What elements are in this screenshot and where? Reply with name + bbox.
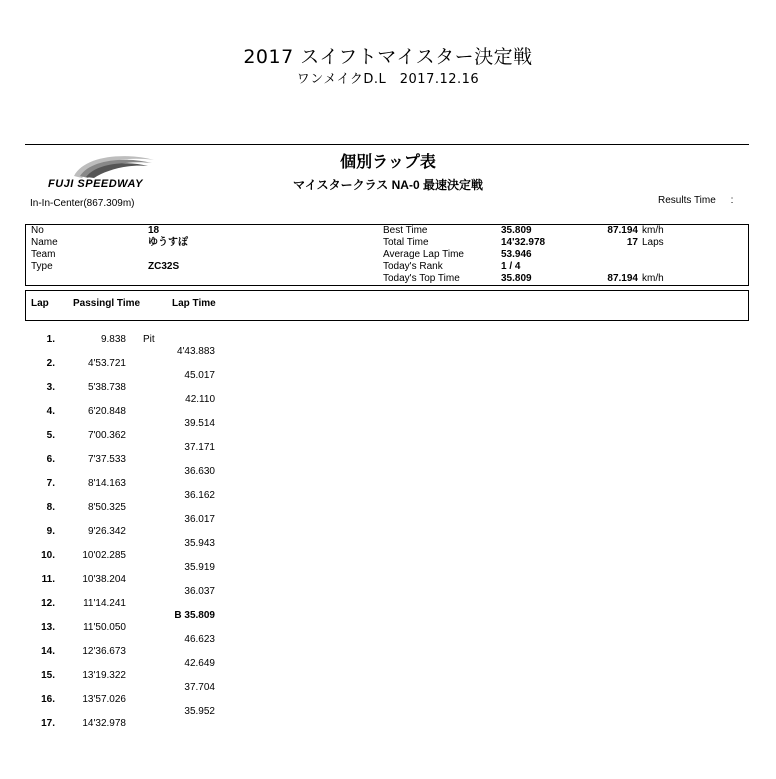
passing-time: 10'38.204 [82,574,126,585]
passing-time: 6'20.848 [87,406,126,417]
no-label: No [31,225,44,236]
avg-lap-label: Average Lap Time [383,249,464,260]
lap-time: 39.514 [184,418,215,429]
team-label: Team [31,249,56,260]
passing-time: 8'50.325 [87,502,126,513]
passing-time: 9'26.342 [87,526,126,537]
lap-time: 35.919 [184,562,215,573]
lap-number: 15. [41,670,55,681]
best-time-value: 35.809 [501,225,532,236]
name-value: ゆうすぽ [148,237,188,248]
lap-number: 14. [41,646,55,657]
top-speed: 87.194 [607,273,638,284]
type-value: ZC32S [148,261,180,272]
total-time-value: 14'32.978 [501,237,546,248]
lap-number: 5. [46,430,55,441]
lap-time: 36.162 [184,490,215,501]
lap-time: 36.630 [184,466,215,477]
lap-number: 11. [41,574,55,585]
lap-time: 37.171 [184,442,215,453]
passing-time: 11'50.050 [83,622,126,633]
lap-number: 7. [46,478,55,489]
avg-lap-value: 53.946 [501,249,532,260]
lap-number: 13. [41,622,55,633]
lap-number: 12. [41,598,55,609]
top-time-label: Today's Top Time [383,273,460,284]
top-time-value: 35.809 [501,273,532,284]
passing-time: 13'57.026 [82,694,126,705]
type-label: Type [31,261,53,272]
passing-time: 8'14.163 [87,478,126,489]
venue-label: In-In-Center(867.309m) [30,198,135,209]
lap-number: 6. [46,454,55,465]
lap-time: 35.952 [184,706,215,717]
header-divider [25,144,749,145]
col-lap-time: Lap Time [172,298,216,309]
passing-time: 7'00.362 [87,430,126,441]
no-value: 18 [148,225,160,236]
lap-time: 36.017 [184,514,215,525]
lap-number: 2. [46,358,55,369]
best-time-label: Best Time [383,225,428,236]
pit-note: Pit [143,334,155,345]
lap-number: 4. [46,406,55,417]
passing-time: 12'36.673 [82,646,126,657]
passing-time: 10'02.285 [82,550,126,561]
name-label: Name [31,237,58,248]
event-subtitle: ワンメイクD.L 2017.12.16 [296,72,480,87]
passing-time: 13'19.322 [82,670,126,681]
passing-time: 9.838 [100,334,126,345]
laps-unit: Laps [642,237,664,248]
total-laps: 17 [626,237,638,248]
passing-time: 14'32.978 [82,718,126,729]
col-lap: Lap [31,298,49,309]
best-speed-unit: km/h [642,225,664,236]
rank-value: 1 / 4 [501,261,521,272]
results-time-sep: : [730,195,734,206]
passing-time: 4'53.721 [87,358,126,369]
rank-label: Today's Rank [383,261,443,272]
results-time [658,195,733,206]
class-label: マイスタークラス NA-0 最速決定戦 [293,178,483,192]
event-title: 2017 スイフトマイスター決定戦 [243,46,533,68]
passing-time: 7'37.533 [87,454,126,465]
logo-text: FUJI SPEEDWAY [48,178,143,190]
lap-time: 45.017 [184,370,215,381]
top-speed-unit: km/h [642,273,664,284]
passing-time: 11'14.241 [83,598,126,609]
lap-time: 46.623 [184,634,215,645]
passing-time: 5'38.738 [87,382,126,393]
lap-number: 1. [46,334,55,345]
lap-time: 42.110 [185,394,215,405]
total-time-label: Total Time [383,237,429,248]
sheet-title: 個別ラップ表 [340,154,436,171]
lap-number: 3. [46,382,55,393]
lap-number: 9. [46,526,55,537]
best-lap-time: B 35.809 [174,610,215,621]
lap-time: 36.037 [184,586,215,597]
lap-number: 8. [46,502,55,513]
lap-time: 4'43.883 [176,346,215,357]
lap-time: 42.649 [184,658,215,669]
lap-number: 17. [41,718,55,729]
lap-time: 37.704 [184,682,215,693]
best-speed: 87.194 [607,225,638,236]
lap-number: 16. [41,694,55,705]
col-passing-time: Passingl Time [73,298,141,309]
lap-time: 35.943 [184,538,215,549]
lap-number: 10. [41,550,55,561]
results-time-label: Results Time [658,195,716,206]
